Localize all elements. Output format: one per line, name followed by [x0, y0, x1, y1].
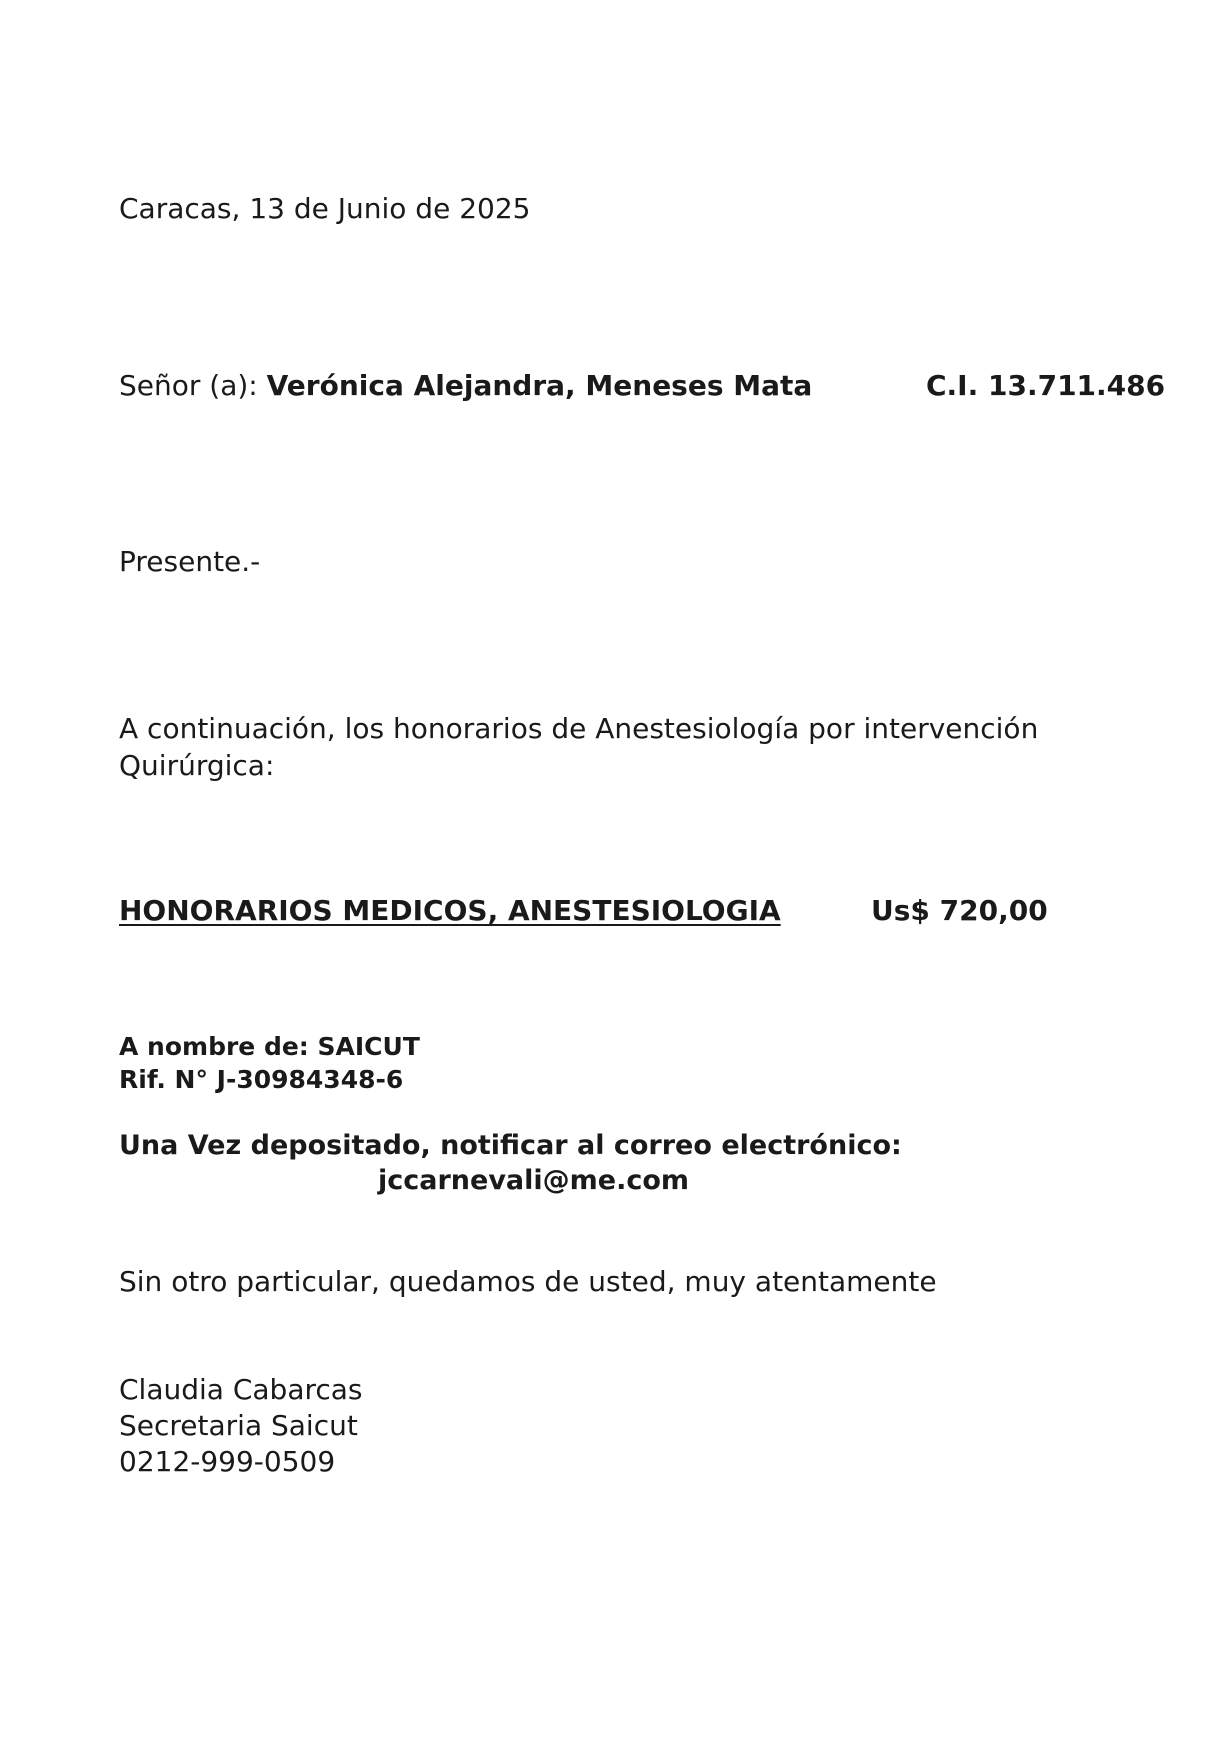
recipient-id: C.I. 13.711.486: [926, 369, 1166, 402]
deposit-email: jccarnevali@me.com: [378, 1165, 690, 1196]
signature-phone: 0212-999-0509: [119, 1445, 336, 1478]
payee-name: A nombre de: SAICUT: [119, 1032, 420, 1061]
recipient-salutation: Señor (a):: [119, 369, 267, 402]
recipient-name: Verónica Alejandra, Meneses Mata: [266, 369, 813, 402]
date-line: Caracas, 13 de Junio de 2025: [119, 192, 531, 225]
fee-concept: HONORARIOS MEDICOS, ANESTESIOLOGIA: [119, 894, 781, 927]
closing-line: Sin otro particular, quedamos de usted, muy atentamente: [119, 1265, 937, 1298]
presente-line: Presente.-: [119, 545, 261, 578]
deposit-instruction: Una Vez depositado, notificar al correo electrónico:: [119, 1130, 902, 1161]
payee-rif: Rif. N° J-30984348-6: [119, 1065, 404, 1094]
signature-title: Secretaria Saicut: [119, 1409, 358, 1442]
intro-line-1: A continuación, los honorarios de Anestesiología por intervención: [119, 712, 1039, 745]
fee-amount: Us$ 720,00: [871, 894, 1048, 927]
signature-name: Claudia Cabarcas: [119, 1373, 363, 1406]
intro-line-2: Quirúrgica:: [119, 749, 275, 782]
recipient-line: [119, 368, 812, 404]
